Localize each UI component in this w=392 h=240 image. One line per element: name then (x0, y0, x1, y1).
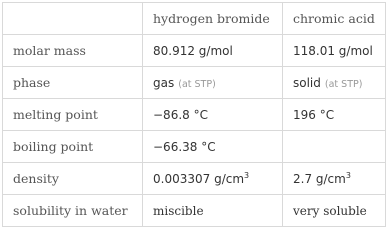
cell-value (143, 67, 283, 99)
cell-value (143, 163, 283, 195)
density-value: 2.7 g/cm (293, 171, 346, 186)
row-label-solubility: solubility in water (3, 195, 143, 227)
cell-value (283, 163, 386, 195)
comparison-table-container (2, 2, 386, 227)
table-row (3, 67, 386, 99)
density-value: 0.003307 g/cm (153, 171, 245, 186)
cell-value: 80.912 g/mol (143, 35, 283, 67)
density-exponent: 3 (244, 170, 250, 180)
table-row (3, 163, 386, 195)
phase-note: (at STP) (178, 78, 216, 90)
cell-value: miscible (143, 195, 283, 227)
column-header-chromic-acid: chromic acid (283, 3, 386, 35)
density-exponent: 3 (345, 170, 351, 180)
cell-value (283, 131, 386, 163)
phase-note: (at STP) (324, 78, 363, 90)
table-row (3, 35, 386, 67)
row-label-boiling-point: boiling point (3, 131, 143, 163)
header-row (3, 3, 386, 35)
comparison-table (2, 2, 386, 227)
phase-value: solid (293, 75, 321, 90)
cell-value (283, 67, 386, 99)
row-label-molar-mass: molar mass (3, 35, 143, 67)
table-row (3, 131, 386, 163)
table-row (3, 99, 386, 131)
corner-cell (3, 3, 143, 35)
cell-value: −66.38 °C (143, 131, 283, 163)
table-row (3, 195, 386, 227)
row-label-density: density (3, 163, 143, 195)
row-label-melting-point: melting point (3, 99, 143, 131)
row-label-phase: phase (3, 67, 143, 99)
cell-value: 118.01 g/mol (283, 35, 386, 67)
cell-value: very soluble (283, 195, 386, 227)
cell-value: −86.8 °C (143, 99, 283, 131)
column-header-hydrogen-bromide: hydrogen bromide (143, 3, 283, 35)
cell-value: 196 °C (283, 99, 386, 131)
phase-value: gas (153, 75, 175, 90)
